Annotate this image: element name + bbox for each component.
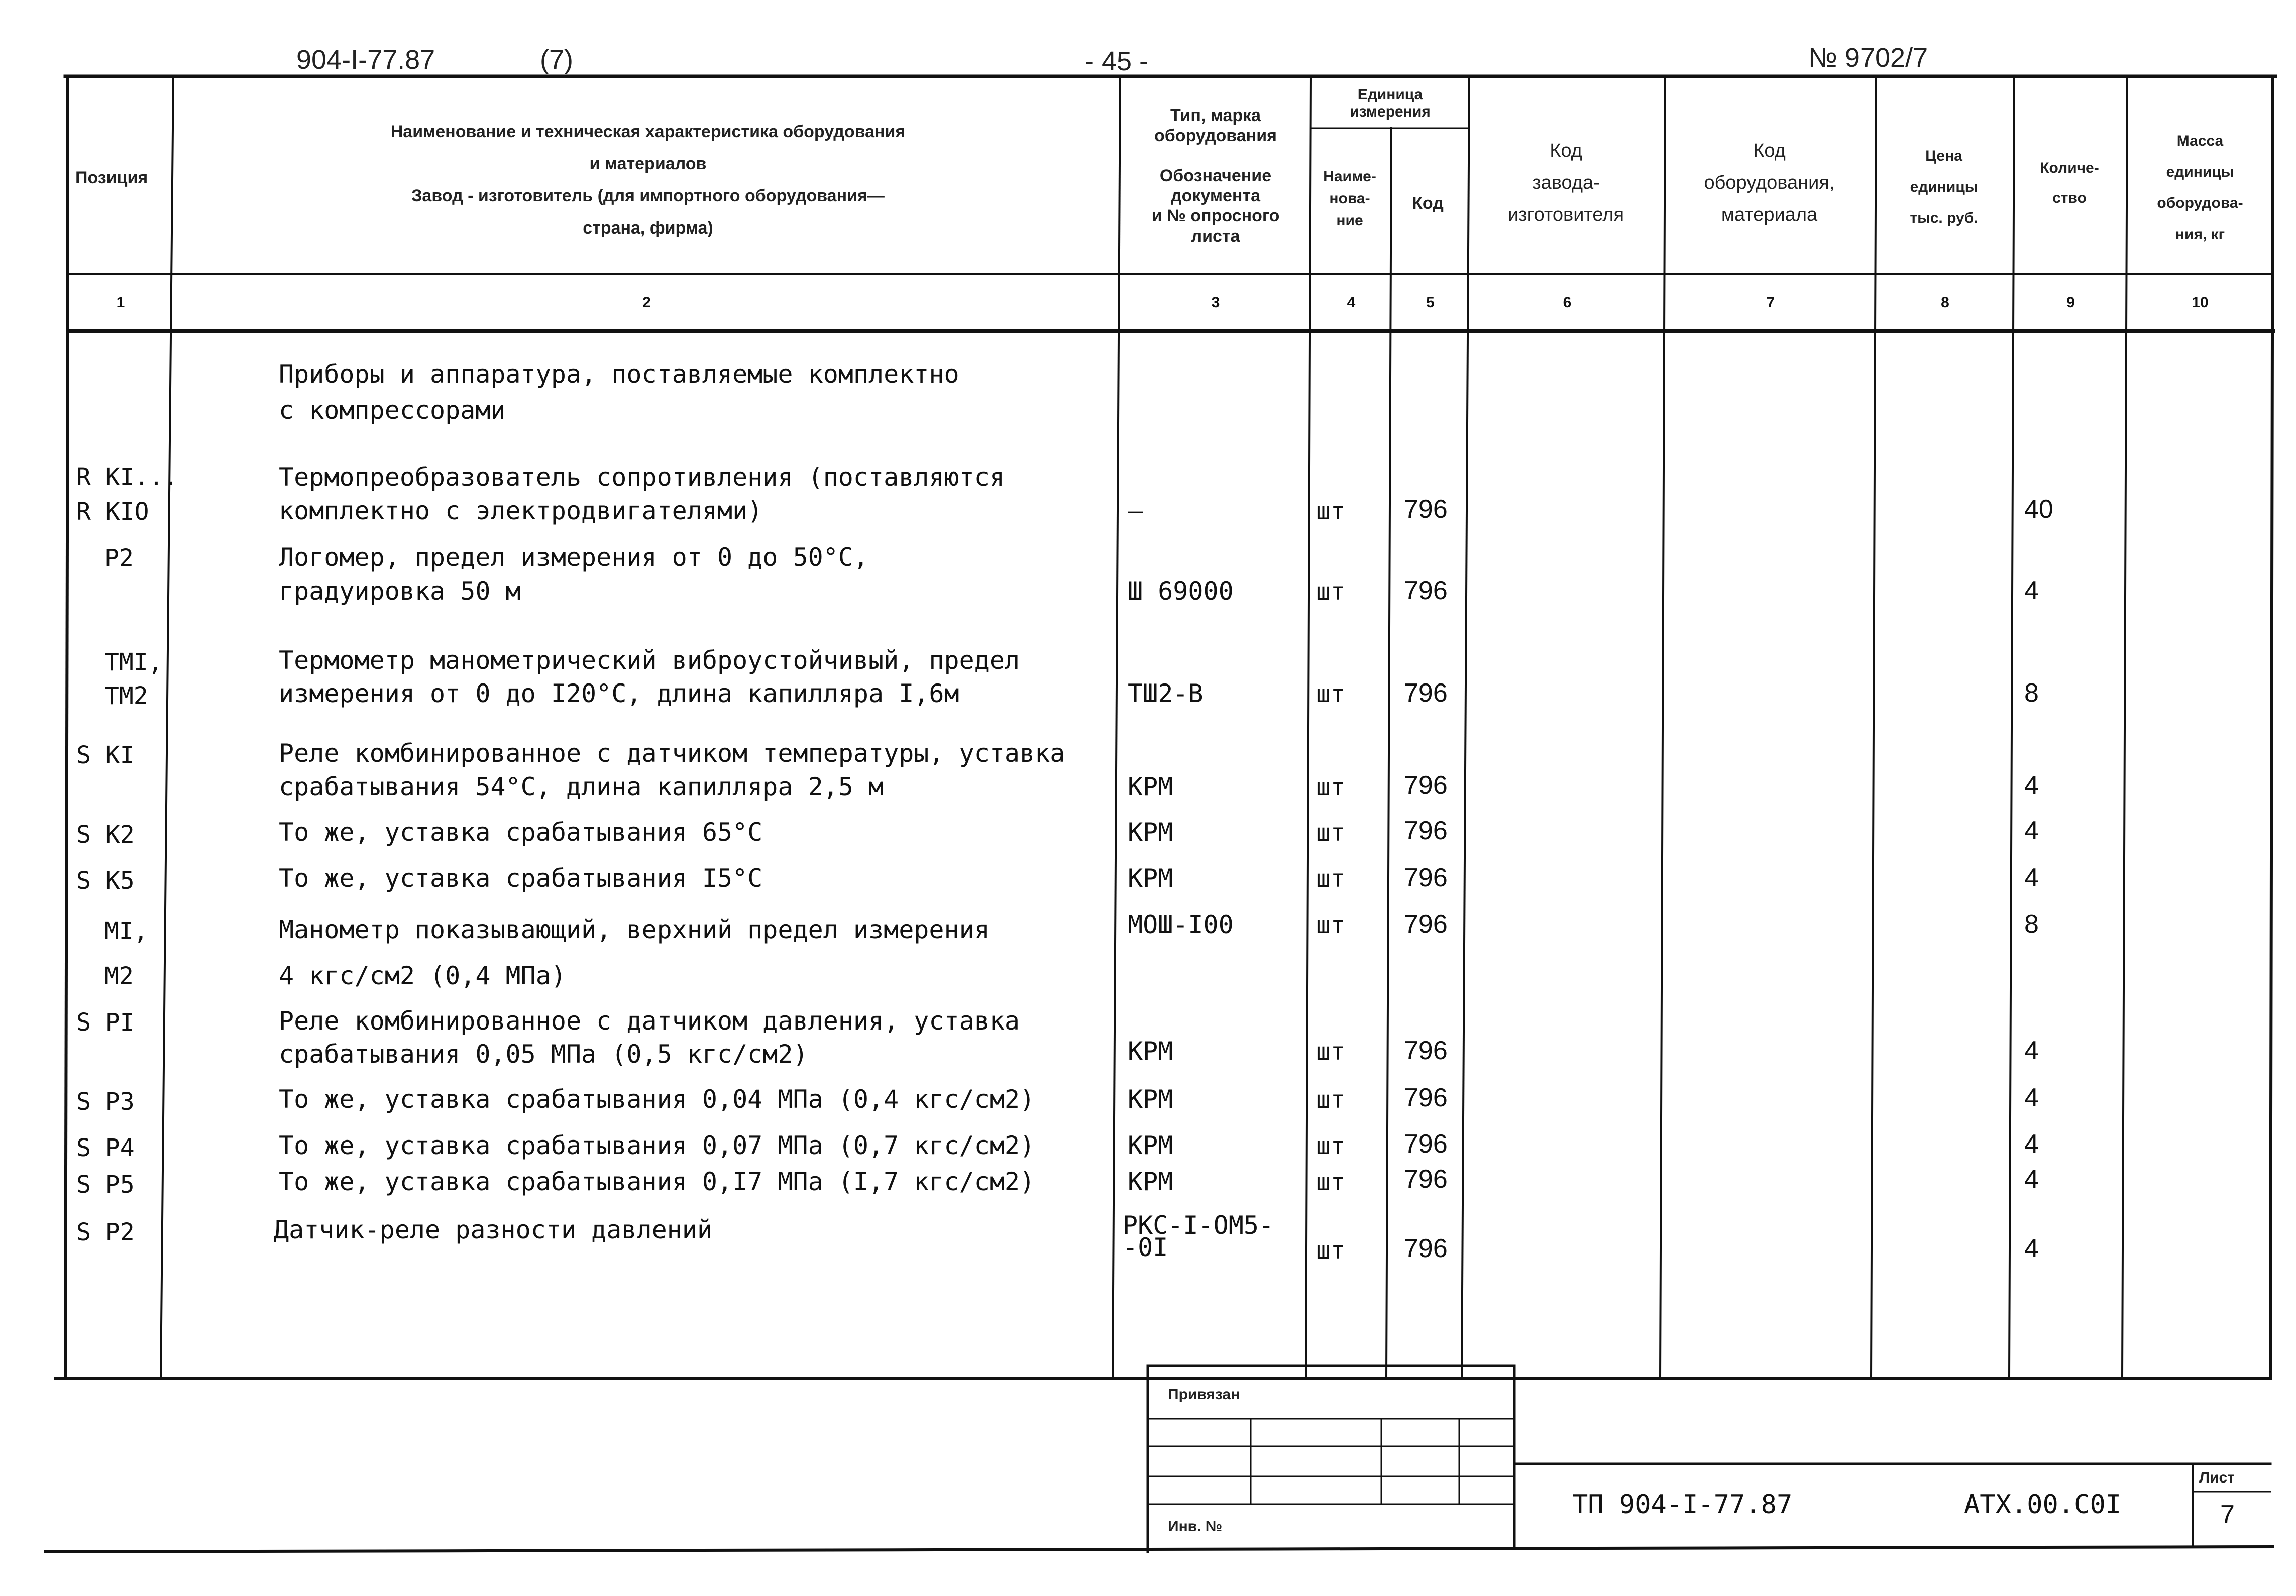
row-type: — <box>1128 496 1143 525</box>
row-position: S K5 <box>76 867 135 895</box>
row-type: КРМ <box>1128 772 1173 802</box>
row-position: S K2 <box>76 821 135 849</box>
row-position: S P3 <box>76 1088 135 1116</box>
row-type: ТШ2-В <box>1128 679 1204 708</box>
row-unit: шт <box>1316 1168 1345 1196</box>
row-description: То же, уставка срабатывания 0,07 МПа (0,7 кгс/см2) <box>279 1131 1035 1160</box>
row-quantity: 4 <box>2024 1083 2039 1112</box>
row-type: КРМ <box>1128 1131 1173 1160</box>
row-unit: шт <box>1316 1038 1345 1066</box>
stamp-doc-code: АТХ.00.С0I <box>1964 1490 2122 1520</box>
col-header-unit-code: Код <box>1412 194 1444 213</box>
row-type: РКС-I-ОМ5- -0I <box>1123 1211 1274 1262</box>
col-header-unit-name: Наиме- нова- ние <box>1323 168 1376 229</box>
row-position: R KIO <box>76 498 149 526</box>
row-unit: шт <box>1316 1086 1345 1114</box>
row-position: P2 <box>104 544 134 573</box>
col-number: 5 <box>1426 294 1435 311</box>
stamp-sheet-label: Лист <box>2199 1469 2235 1486</box>
row-unit: шт <box>1316 819 1345 847</box>
section-title: Приборы и аппаратура, поставляемые комплектно <box>279 360 959 389</box>
row-description: комплектно с электродвигателями) <box>279 496 763 525</box>
col-number: 3 <box>1211 294 1220 311</box>
row-position: TMI, <box>104 648 163 676</box>
row-quantity: 4 <box>2024 1234 2039 1263</box>
row-description: Логомер, предел измерения от 0 до 50°С, <box>279 543 868 572</box>
row-position: S KI <box>76 741 135 769</box>
row-unit-code: 796 <box>1404 576 1448 605</box>
col-header-unit-group: Единица измерения <box>1350 86 1431 120</box>
row-unit-code: 796 <box>1404 1234 1448 1263</box>
row-unit: шт <box>1316 865 1345 893</box>
row-quantity: 8 <box>2024 678 2039 708</box>
row-description: То же, уставка срабатывания 65°С <box>279 818 763 847</box>
col-number: 2 <box>642 294 651 311</box>
row-description: То же, уставка срабатывания 0,I7 МПа (I,7 кгс/см2) <box>279 1167 1035 1196</box>
row-quantity: 40 <box>2024 495 2053 524</box>
col-number: 10 <box>2192 294 2209 311</box>
row-position: S P2 <box>76 1218 135 1246</box>
row-unit-code: 796 <box>1404 771 1448 800</box>
row-unit: шт <box>1316 680 1345 708</box>
row-unit-code: 796 <box>1404 863 1448 892</box>
row-unit-code: 796 <box>1404 816 1448 845</box>
row-description: Реле комбинированное с датчиком давления, уставка <box>279 1006 1020 1036</box>
col-number: 7 <box>1766 294 1775 311</box>
col-number: 9 <box>2066 294 2075 311</box>
col-number: 8 <box>1941 294 1949 311</box>
row-unit-code: 796 <box>1404 1129 1448 1159</box>
col-header-price: Цена единицы тыс. руб. <box>1910 148 1978 226</box>
row-quantity: 4 <box>2024 1165 2039 1194</box>
row-unit: шт <box>1316 911 1345 939</box>
col-number: 6 <box>1563 294 1572 311</box>
row-unit-code: 796 <box>1404 1083 1448 1112</box>
row-description: То же, уставка срабатывания 0,04 МПа (0,4 кгс/см2) <box>279 1085 1035 1114</box>
row-unit-code: 796 <box>1404 1036 1448 1065</box>
row-description: измерения от 0 до I20°С, длина капилляра I,6м <box>279 679 959 708</box>
row-unit: шт <box>1316 497 1345 525</box>
row-quantity: 4 <box>2024 576 2039 605</box>
row-unit-code: 796 <box>1404 495 1448 524</box>
row-unit: шт <box>1316 1132 1345 1160</box>
row-position: S P5 <box>76 1171 135 1199</box>
row-quantity: 4 <box>2024 816 2039 845</box>
row-quantity: 4 <box>2024 863 2039 892</box>
row-type: КРМ <box>1128 1037 1173 1066</box>
col-header-type: Тип, марка оборудования Обозначение документа и № опросного листа <box>1151 106 1280 246</box>
col-number: 4 <box>1347 294 1356 311</box>
row-quantity: 4 <box>2024 1036 2039 1065</box>
row-type: КРМ <box>1128 1167 1173 1196</box>
col-header-position: Позиция <box>75 168 148 187</box>
col-number: 1 <box>116 294 125 311</box>
row-type: МОШ-I00 <box>1128 910 1234 939</box>
row-unit: шт <box>1316 578 1345 606</box>
row-description: Термопреобразователь сопротивления (поставляются <box>279 463 1005 492</box>
col-header-quantity: Количе- ство <box>2040 160 2099 206</box>
row-description: То же, уставка срабатывания I5°С <box>279 864 763 893</box>
col-header-equipment-code: Код оборудования, материала <box>1704 140 1835 225</box>
doc-code: 904-I-77.87 <box>296 45 435 75</box>
row-description: Манометр показывающий, верхний предел измерения <box>279 915 990 944</box>
col-header-name: Наименование и техническая характеристика оборудования и материалов Завод - изготовитель (для импортного оборудования— страна, фирма) <box>390 122 906 238</box>
row-position: S P4 <box>76 1134 135 1162</box>
row-description: Датчик-реле разности давлений <box>274 1215 712 1244</box>
col-header-mass: Масса единицы оборудова- ния, кг <box>2157 133 2243 243</box>
row-unit: шт <box>1316 773 1345 802</box>
col-header-maker-code: Код завода- изготовителя <box>1507 140 1624 225</box>
stamp-inventory-label: Инв. № <box>1168 1518 1223 1535</box>
row-description: срабатывания 54°С, длина капилляра 2,5 м <box>279 772 884 802</box>
row-position: S PI <box>76 1008 135 1037</box>
row-type: Ш 69000 <box>1128 577 1234 606</box>
row-position: R KI... <box>76 463 178 491</box>
row-position: MI, <box>104 917 148 945</box>
stamp-doc-designation: ТП 904-I-77.87 <box>1572 1490 1793 1520</box>
row-quantity: 4 <box>2024 1129 2039 1159</box>
row-unit-code: 796 <box>1404 1165 1448 1194</box>
row-quantity: 4 <box>2024 771 2039 800</box>
row-position: M2 <box>104 962 134 990</box>
stamp-sheet-number: 7 <box>2220 1500 2235 1529</box>
stamp-bound-label: Привязан <box>1168 1386 1240 1403</box>
row-type: КРМ <box>1128 818 1173 847</box>
row-description: Реле комбинированное с датчиком температуры, уставка <box>279 739 1065 768</box>
row-type: КРМ <box>1128 864 1173 893</box>
section-title: с компрессорами <box>279 396 506 425</box>
row-quantity: 8 <box>2024 909 2039 939</box>
row-unit: шт <box>1316 1236 1345 1265</box>
row-unit-code: 796 <box>1404 678 1448 708</box>
row-position: TM2 <box>104 682 148 710</box>
page-number: - 45 - <box>1085 46 1149 76</box>
row-description: срабатывания 0,05 МПа (0,5 кгс/см2) <box>279 1040 808 1069</box>
row-description: Термометр манометрический виброустойчивый, предел <box>279 646 1020 675</box>
row-unit-code: 796 <box>1404 909 1448 939</box>
row-type: КРМ <box>1128 1085 1173 1114</box>
page-index: (7) <box>540 45 573 75</box>
row-description: градуировка 50 м <box>279 577 521 606</box>
row-description: 4 кгс/см2 (0,4 МПа) <box>279 961 566 990</box>
archive-number: № 9702/7 <box>1808 43 1928 73</box>
